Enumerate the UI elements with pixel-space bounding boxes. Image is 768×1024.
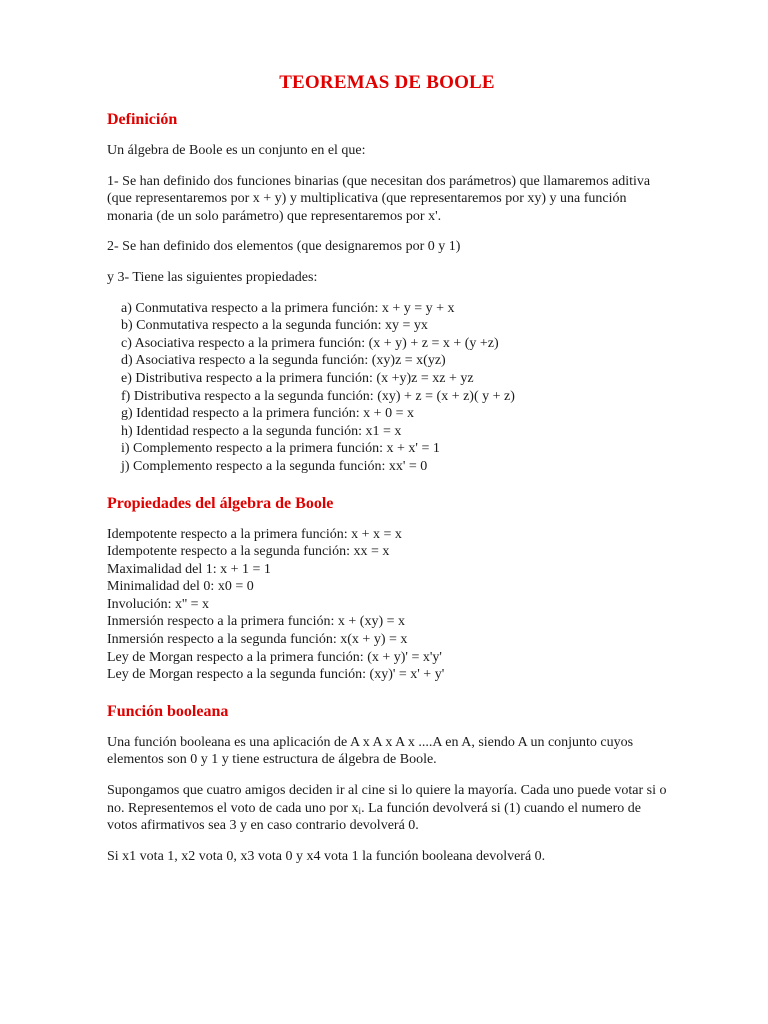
list-item: Ley de Morgan respecto a la segunda función: (xy)' = x' + y'	[107, 667, 445, 683]
list-item: d) Asociativa respecto a la segunda función: (xy)z = x(yz)	[121, 353, 446, 369]
section-heading-definicion: Definición	[107, 111, 178, 128]
section-heading-funcion: Función booleana	[107, 702, 229, 720]
list-item: Idempotente respecto a la segunda función: xx = x	[107, 544, 390, 560]
list-item: b) Conmutativa respecto a la segunda función: xy = yx	[121, 318, 428, 334]
list-item: Idempotente respecto a la primera función: x + x = x	[107, 526, 402, 542]
funcion-paragraph-3: Si x1 vota 1, x2 vota 0, x3 vota 0 y x4 vota 1 la función booleana devolverá 0.	[107, 848, 546, 864]
list-item: c) Asociativa respecto a la primera función: (x + y) + z = x + (y +z)	[121, 335, 499, 351]
funcion-paragraph-1: Una función booleana es una aplicación de A x A x A x ....A en A, siendo A un conjunto cuyos elementos son 0 y 1 y tiene estructura de álgebra de Boole.	[107, 734, 634, 768]
list-item: i) Complemento respecto a la primera función: x + x' = 1	[121, 441, 440, 457]
document-title: TEOREMAS DE BOOLE	[279, 72, 495, 93]
list-item: f) Distributiva respecto a la segunda función: (xy) + z = (x + z)( y + z)	[121, 388, 515, 404]
list-item: Maximalidad del 1: x + 1 = 1	[107, 561, 271, 577]
section-heading-propiedades: Propiedades del álgebra de Boole	[107, 494, 334, 512]
funcion-paragraph-2-text-end: . La función devolverá si (1) cuando el numero de votos afirmativos sea 3 y en caso contrario devolverá 0.	[107, 800, 641, 834]
list-item: Ley de Morgan respecto a la primera función: (x + y)' = x'y'	[107, 649, 442, 665]
list-item: Minimalidad del 0: x0 = 0	[107, 579, 254, 595]
list-item: e) Distributiva respecto a la primera función: (x +y)z = xz + yz	[121, 370, 474, 386]
definicion-paragraph-2: 2- Se han definido dos elementos (que designaremos por 0 y 1)	[107, 239, 461, 255]
list-item: h) Identidad respecto a la segunda función: x1 = x	[121, 423, 402, 439]
axiom-list	[121, 300, 667, 476]
list-item: j) Complemento respecto a la segunda función: xx' = 0	[121, 458, 428, 474]
list-item: Involución: x'' = x	[107, 596, 209, 612]
list-item: Inmersión respecto a la primera función: x + (xy) = x	[107, 614, 406, 630]
subscript-i: i	[358, 805, 362, 816]
document-page	[107, 70, 667, 878]
list-item: Inmersión respecto a la segunda función: x(x + y) = x	[107, 632, 408, 648]
funcion-paragraph-2	[107, 782, 667, 835]
funcion-paragraph-2-text: Supongamos que cuatro amigos deciden ir al cine si lo quiere la mayoría. Cada uno puede votar si o no. Representemos el voto de cada uno por x	[107, 783, 667, 816]
definicion-paragraph-1: 1- Se han definido dos funciones binarias (que necesitan dos parámetros) que llamaremos aditiva (que representaremos por x + y) y multiplicativa (que representaremos por xy) y una función monaria (de un solo parámetro) que representaremos por x'.	[107, 173, 651, 224]
definicion-intro: Un álgebra de Boole es un conjunto en el que:	[107, 143, 366, 158]
list-item: a) Conmutativa respecto a la primera función: x + y = y + x	[121, 300, 455, 316]
property-list	[107, 526, 667, 684]
definicion-paragraph-3: y 3- Tiene las siguientes propiedades:	[107, 269, 318, 285]
list-item: g) Identidad respecto a la primera función: x + 0 = x	[121, 406, 414, 422]
